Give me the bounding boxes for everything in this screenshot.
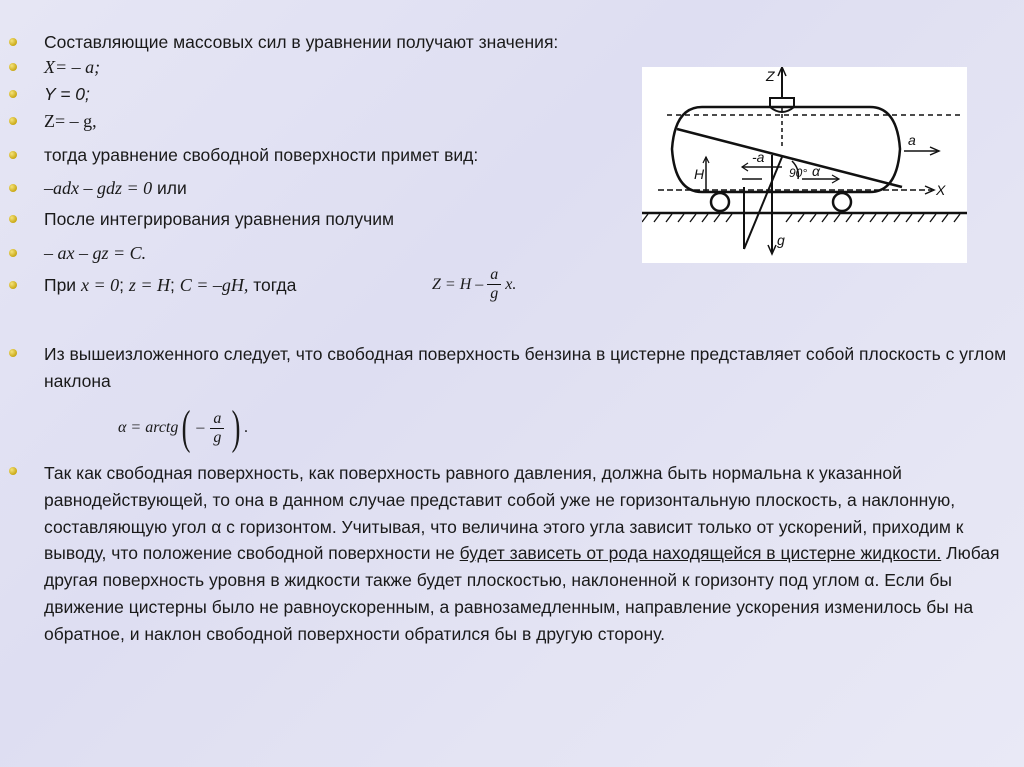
- text-line-z: [44, 110, 97, 132]
- text-line-5: тогда уравнение свободной поверхности примет вид:: [44, 145, 479, 165]
- t9b: x = 0: [80, 275, 120, 295]
- numerator: a: [213, 409, 222, 427]
- formula-z-right: x.: [505, 275, 517, 293]
- label-g: g: [777, 232, 785, 248]
- label-neg-a: -a: [752, 149, 765, 165]
- bullet: [9, 249, 17, 257]
- bullet: [9, 349, 17, 357]
- text-line-y: Y = 0;: [44, 84, 90, 104]
- paragraph-2-part-a: Так как свободная поверхность, как поверхность равного давления, должна быть нормальна к указанной равнодействующей, то она в данном случае представит собой уже не горизонтальную плоскость, а наклонную, составляющую угол α с горизонтом. Учитывая, что величина этого угла зависит только от ускорений, приходим к выводу, что положение свободной поверхности не: [44, 463, 964, 564]
- paragraph-2-underlined: будет зависеть от рода находящейся в цистерне жидкости.: [459, 543, 942, 564]
- denominator: g: [213, 428, 222, 446]
- text-line-x: X= – a;: [44, 57, 101, 77]
- text-line-1: Составляющие массовых сил в уравнении получают значения:: [44, 32, 559, 52]
- paragraph-2-part-c: Любая другая поверхность уровня в жидкости также будет плоскостью, наклоненной к горизонту под углом α. Если бы движение цистерны было не равноускоренным, а равнозамедленным, направление ускорения изменилось бы на обратное, и наклон свободной поверхности обратился бы в другую сторону.: [44, 543, 1000, 644]
- ground-hatch: [642, 214, 960, 222]
- formula-alpha: [118, 401, 249, 454]
- wheel-right: [833, 193, 851, 211]
- text-line-6: [44, 177, 187, 199]
- bullet: [9, 215, 17, 223]
- text-line-z-content: Z= – g,: [44, 111, 97, 131]
- bullet: [9, 38, 17, 46]
- bullet: [9, 63, 17, 71]
- t9e: ;: [169, 275, 180, 295]
- numerator: a: [490, 266, 499, 283]
- bullet: [9, 281, 17, 289]
- formula-alpha-left: α = arctg: [118, 419, 179, 436]
- minus-sign: –: [196, 419, 205, 436]
- t9d: z = H: [128, 275, 170, 295]
- equation-2: – ax – gz = C.: [44, 243, 147, 263]
- label-90: 90°: [789, 166, 808, 180]
- tank-diagram-svg: [642, 67, 967, 263]
- bullet: [9, 90, 17, 98]
- t9a: При: [44, 275, 81, 295]
- bullet: [9, 151, 17, 159]
- text-line-9: [44, 274, 296, 296]
- t9f: C = –gH,: [179, 275, 249, 295]
- paragraph-2: [44, 460, 1022, 648]
- bullet: [9, 184, 17, 192]
- label-x: X: [936, 182, 946, 198]
- fraction-a-over-g: [487, 266, 501, 303]
- label-h: H: [694, 166, 705, 182]
- equation-1: –adx – gdz = 0: [44, 178, 153, 198]
- t9c: ;: [119, 275, 129, 295]
- label-z: Z: [766, 68, 775, 84]
- formula-z-left: Z = H –: [432, 275, 484, 293]
- paragraph-1: Из вышеизложенного следует, что свободная поверхность бензина в цистерне представляет собой плоскость с углом наклона: [44, 344, 1007, 391]
- label-a: a: [908, 132, 916, 148]
- fraction-a-over-g-2: [210, 410, 224, 447]
- bullet: [9, 117, 17, 125]
- formula-z: [432, 266, 516, 303]
- wheel-left: [711, 193, 729, 211]
- left-paren: (: [181, 401, 191, 454]
- t9g: тогда: [248, 275, 297, 295]
- denominator: g: [490, 285, 499, 302]
- label-alpha: α: [812, 163, 820, 179]
- formula-alpha-right: .: [244, 419, 249, 436]
- text-line-7: После интегрирования уравнения получим: [44, 209, 395, 229]
- bullet: [9, 467, 17, 475]
- text-or: или: [152, 178, 187, 198]
- tank-diagram: [642, 67, 967, 263]
- right-paren: ): [231, 401, 241, 454]
